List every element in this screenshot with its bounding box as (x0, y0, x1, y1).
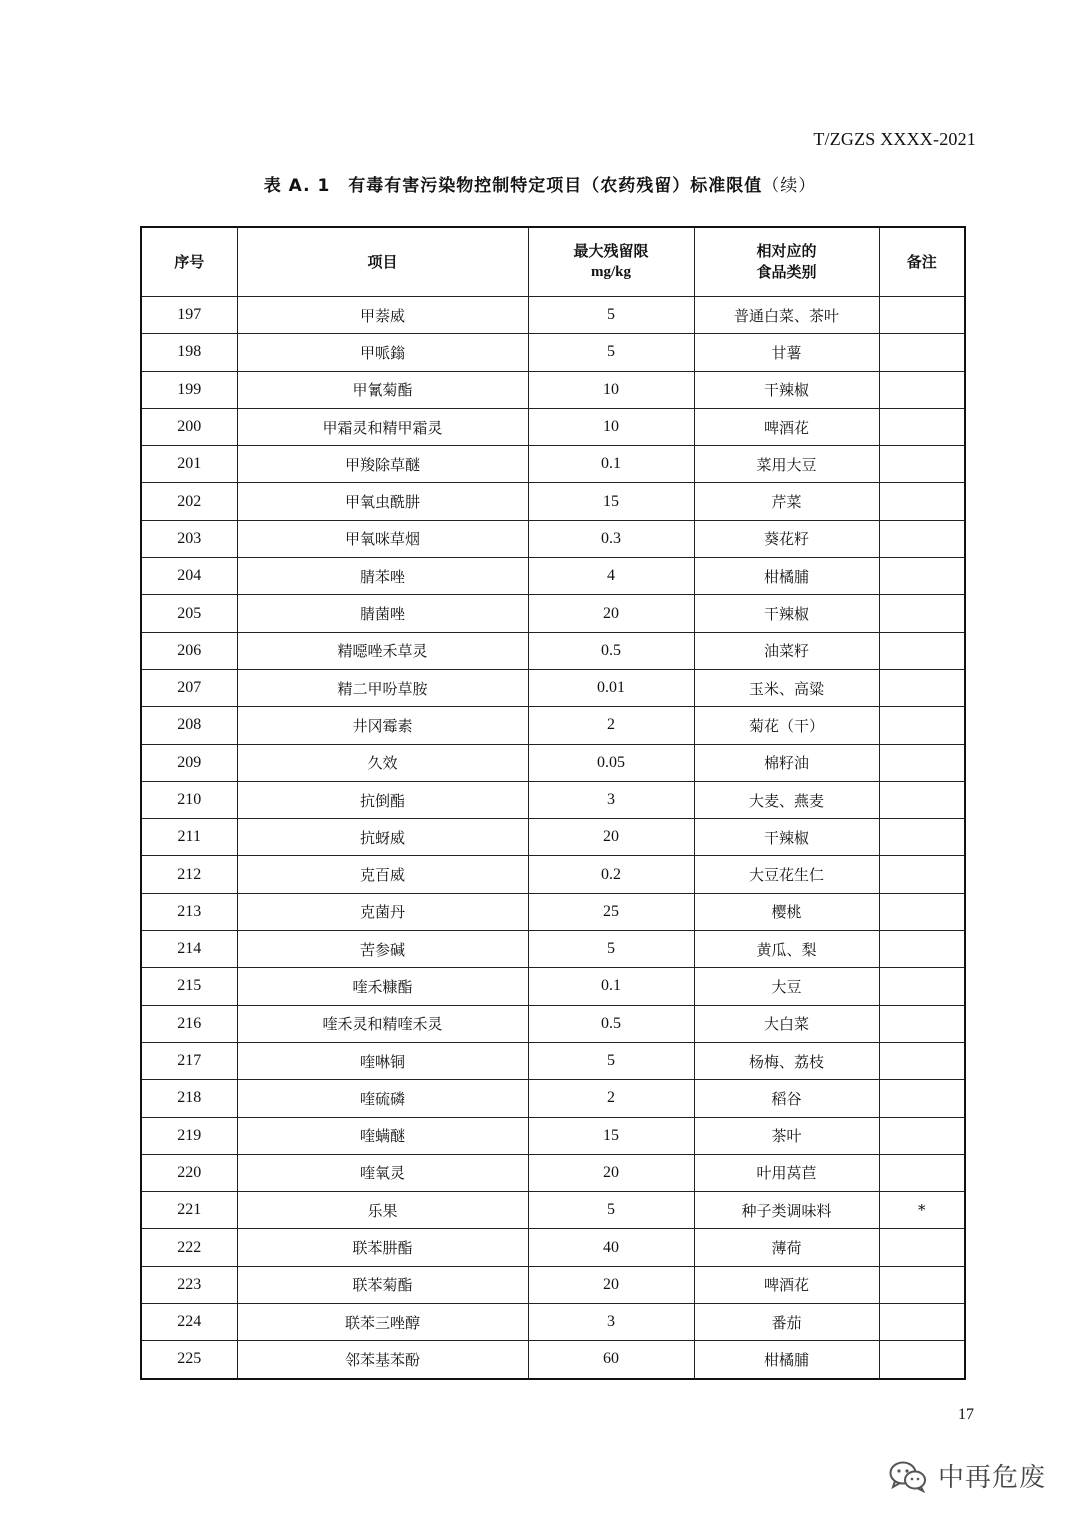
table-continued-label: （续） (762, 176, 817, 196)
table-row (141, 669, 965, 706)
cell-mrl: 2 (528, 1080, 694, 1117)
table-row (141, 595, 965, 632)
cell-seq: 205 (141, 595, 237, 632)
cell-seq: 204 (141, 558, 237, 595)
cell-seq: 221 (141, 1192, 237, 1229)
table-row (141, 1304, 965, 1341)
cell-seq: 210 (141, 781, 237, 818)
cell-item: 腈菌唑 (237, 595, 528, 632)
cell-mrl: 10 (528, 371, 694, 408)
cell-remark (879, 1341, 965, 1379)
cell-seq: 213 (141, 893, 237, 930)
cell-item: 联苯三唑醇 (237, 1304, 528, 1341)
table-row (141, 408, 965, 445)
table-row (141, 483, 965, 520)
cell-seq: 215 (141, 968, 237, 1005)
cell-food: 种子类调味料 (694, 1192, 879, 1229)
cell-seq: 214 (141, 931, 237, 968)
cell-remark (879, 819, 965, 856)
cell-food: 甘薯 (694, 334, 879, 371)
cell-seq: 217 (141, 1042, 237, 1079)
table-row (141, 1341, 965, 1379)
cell-item: 邻苯基苯酚 (237, 1341, 528, 1379)
cell-item: 井冈霉素 (237, 707, 528, 744)
cell-mrl: 0.2 (528, 856, 694, 893)
cell-seq: 202 (141, 483, 237, 520)
cell-item: 甲氧虫酰肼 (237, 483, 528, 520)
header-mrl-line1: 最大残留限 (573, 242, 649, 260)
cell-seq: 219 (141, 1117, 237, 1154)
cell-item: 苦参碱 (237, 931, 528, 968)
cell-item: 喹禾灵和精喹禾灵 (237, 1005, 528, 1042)
cell-item: 甲氰菊酯 (237, 371, 528, 408)
cell-item: 久效 (237, 744, 528, 781)
cell-food: 樱桃 (694, 893, 879, 930)
cell-mrl: 15 (528, 1117, 694, 1154)
watermark (888, 1457, 1046, 1494)
cell-mrl: 10 (528, 408, 694, 445)
cell-seq: 198 (141, 334, 237, 371)
cell-item: 甲羧除草醚 (237, 446, 528, 483)
cell-mrl: 3 (528, 781, 694, 818)
cell-mrl: 3 (528, 1304, 694, 1341)
cell-remark (879, 931, 965, 968)
table-row (141, 1192, 965, 1229)
header-item: 项目 (237, 227, 528, 297)
cell-remark (879, 297, 965, 334)
cell-remark (879, 371, 965, 408)
cell-mrl: 0.1 (528, 968, 694, 1005)
cell-food: 黄瓜、梨 (694, 931, 879, 968)
cell-mrl: 2 (528, 707, 694, 744)
header-mrl (528, 227, 694, 297)
cell-remark (879, 781, 965, 818)
cell-mrl: 20 (528, 819, 694, 856)
cell-remark (879, 856, 965, 893)
cell-seq: 207 (141, 669, 237, 706)
cell-food: 芹菜 (694, 483, 879, 520)
cell-remark (879, 1266, 965, 1303)
cell-mrl: 25 (528, 893, 694, 930)
cell-remark (879, 669, 965, 706)
table-row (141, 744, 965, 781)
cell-mrl: 0.5 (528, 1005, 694, 1042)
cell-food: 棉籽油 (694, 744, 879, 781)
cell-food: 干辣椒 (694, 371, 879, 408)
table-title: 有毒有害污染物控制特定项目（农药残留）标准限值 (348, 176, 763, 196)
cell-food: 大白菜 (694, 1005, 879, 1042)
cell-food: 啤酒花 (694, 1266, 879, 1303)
cell-mrl: 5 (528, 334, 694, 371)
table-row (141, 1117, 965, 1154)
cell-item: 抗蚜威 (237, 819, 528, 856)
table-row (141, 297, 965, 334)
cell-seq: 199 (141, 371, 237, 408)
cell-seq: 212 (141, 856, 237, 893)
cell-seq: 223 (141, 1266, 237, 1303)
cell-remark (879, 558, 965, 595)
cell-food: 油菜籽 (694, 632, 879, 669)
cell-remark (879, 595, 965, 632)
cell-seq: 206 (141, 632, 237, 669)
cell-mrl: 20 (528, 1154, 694, 1191)
table-row (141, 1080, 965, 1117)
cell-item: 甲萘威 (237, 297, 528, 334)
table-row (141, 446, 965, 483)
cell-mrl: 5 (528, 297, 694, 334)
cell-seq: 209 (141, 744, 237, 781)
table-row (141, 819, 965, 856)
table-row (141, 632, 965, 669)
document-code: T/ZGZS XXXX-2021 (813, 129, 976, 149)
table-row (141, 371, 965, 408)
cell-mrl: 20 (528, 1266, 694, 1303)
cell-remark (879, 446, 965, 483)
cell-remark (879, 968, 965, 1005)
cell-seq: 201 (141, 446, 237, 483)
cell-food: 大豆 (694, 968, 879, 1005)
cell-item: 克菌丹 (237, 893, 528, 930)
cell-mrl: 4 (528, 558, 694, 595)
cell-remark (879, 1154, 965, 1191)
page-number: 17 (958, 1406, 974, 1423)
table-row (141, 520, 965, 557)
table-row (141, 707, 965, 744)
cell-remark (879, 1080, 965, 1117)
table-row (141, 1042, 965, 1079)
table-row (141, 781, 965, 818)
table-header-row (141, 227, 965, 297)
cell-food: 大豆花生仁 (694, 856, 879, 893)
table-row (141, 1229, 965, 1266)
header-food (694, 227, 879, 297)
table-row (141, 1266, 965, 1303)
cell-remark (879, 334, 965, 371)
cell-remark (879, 520, 965, 557)
table-row (141, 856, 965, 893)
cell-item: 喹禾糠酯 (237, 968, 528, 1005)
cell-food: 柑橘脯 (694, 558, 879, 595)
cell-mrl: 15 (528, 483, 694, 520)
wechat-icon (888, 1459, 928, 1493)
cell-remark (879, 893, 965, 930)
pesticide-residue-table (140, 226, 966, 1380)
cell-food: 柑橘脯 (694, 1341, 879, 1379)
watermark-text: 中再危废 (937, 1463, 1046, 1493)
cell-food: 稻谷 (694, 1080, 879, 1117)
cell-remark (879, 483, 965, 520)
cell-mrl: 0.5 (528, 632, 694, 669)
cell-item: 克百威 (237, 856, 528, 893)
cell-mrl: 0.1 (528, 446, 694, 483)
cell-seq: 218 (141, 1080, 237, 1117)
cell-seq: 216 (141, 1005, 237, 1042)
cell-item: 抗倒酯 (237, 781, 528, 818)
table-row (141, 558, 965, 595)
cell-mrl: 5 (528, 1192, 694, 1229)
table-body (141, 297, 965, 1379)
table-row (141, 1154, 965, 1191)
cell-item: 喹啉铜 (237, 1042, 528, 1079)
cell-remark (879, 744, 965, 781)
cell-item: 喹螨醚 (237, 1117, 528, 1154)
cell-mrl: 20 (528, 595, 694, 632)
cell-item: 联苯肼酯 (237, 1229, 528, 1266)
cell-remark (879, 1005, 965, 1042)
header-food-line2: 食品类别 (756, 263, 817, 281)
cell-food: 菊花（干） (694, 707, 879, 744)
cell-seq: 222 (141, 1229, 237, 1266)
cell-mrl: 5 (528, 1042, 694, 1079)
cell-mrl: 40 (528, 1229, 694, 1266)
cell-food: 干辣椒 (694, 819, 879, 856)
cell-seq: 197 (141, 297, 237, 334)
header-seq: 序号 (141, 227, 237, 297)
header-remark: 备注 (879, 227, 965, 297)
table-row (141, 1005, 965, 1042)
cell-item: 甲哌鎓 (237, 334, 528, 371)
cell-item: 喹硫磷 (237, 1080, 528, 1117)
cell-food: 葵花籽 (694, 520, 879, 557)
cell-item: 乐果 (237, 1192, 528, 1229)
cell-food: 叶用莴苣 (694, 1154, 879, 1191)
cell-remark (879, 707, 965, 744)
header-food-line1: 相对应的 (756, 242, 817, 260)
table-number: 表 A. 1 (263, 176, 331, 196)
table-row (141, 893, 965, 930)
cell-remark (879, 1042, 965, 1079)
cell-seq: 203 (141, 520, 237, 557)
cell-remark (879, 1304, 965, 1341)
cell-seq: 220 (141, 1154, 237, 1191)
cell-food: 玉米、高粱 (694, 669, 879, 706)
cell-mrl: 0.3 (528, 520, 694, 557)
cell-item: 甲氧咪草烟 (237, 520, 528, 557)
cell-item: 甲霜灵和精甲霜灵 (237, 408, 528, 445)
cell-item: 联苯菊酯 (237, 1266, 528, 1303)
cell-item: 精噁唑禾草灵 (237, 632, 528, 669)
header-mrl-unit: mg/kg (590, 264, 631, 280)
cell-food: 普通白菜、茶叶 (694, 297, 879, 334)
cell-item: 腈苯唑 (237, 558, 528, 595)
cell-item: 精二甲吩草胺 (237, 669, 528, 706)
cell-remark (879, 408, 965, 445)
cell-food: 茶叶 (694, 1117, 879, 1154)
cell-remark: * (879, 1192, 965, 1229)
table-row (141, 968, 965, 1005)
cell-food: 菜用大豆 (694, 446, 879, 483)
cell-remark (879, 632, 965, 669)
cell-mrl: 60 (528, 1341, 694, 1379)
cell-food: 杨梅、荔枝 (694, 1042, 879, 1079)
cell-food: 番茄 (694, 1304, 879, 1341)
cell-seq: 200 (141, 408, 237, 445)
table-caption (0, 171, 1080, 196)
cell-remark (879, 1229, 965, 1266)
cell-seq: 225 (141, 1341, 237, 1379)
cell-mrl: 0.01 (528, 669, 694, 706)
cell-remark (879, 1117, 965, 1154)
cell-mrl: 5 (528, 931, 694, 968)
cell-seq: 208 (141, 707, 237, 744)
cell-food: 大麦、燕麦 (694, 781, 879, 818)
table-row (141, 931, 965, 968)
cell-food: 啤酒花 (694, 408, 879, 445)
cell-mrl: 0.05 (528, 744, 694, 781)
table-row (141, 334, 965, 371)
cell-food: 干辣椒 (694, 595, 879, 632)
cell-seq: 224 (141, 1304, 237, 1341)
cell-food: 薄荷 (694, 1229, 879, 1266)
cell-seq: 211 (141, 819, 237, 856)
cell-item: 喹氧灵 (237, 1154, 528, 1191)
